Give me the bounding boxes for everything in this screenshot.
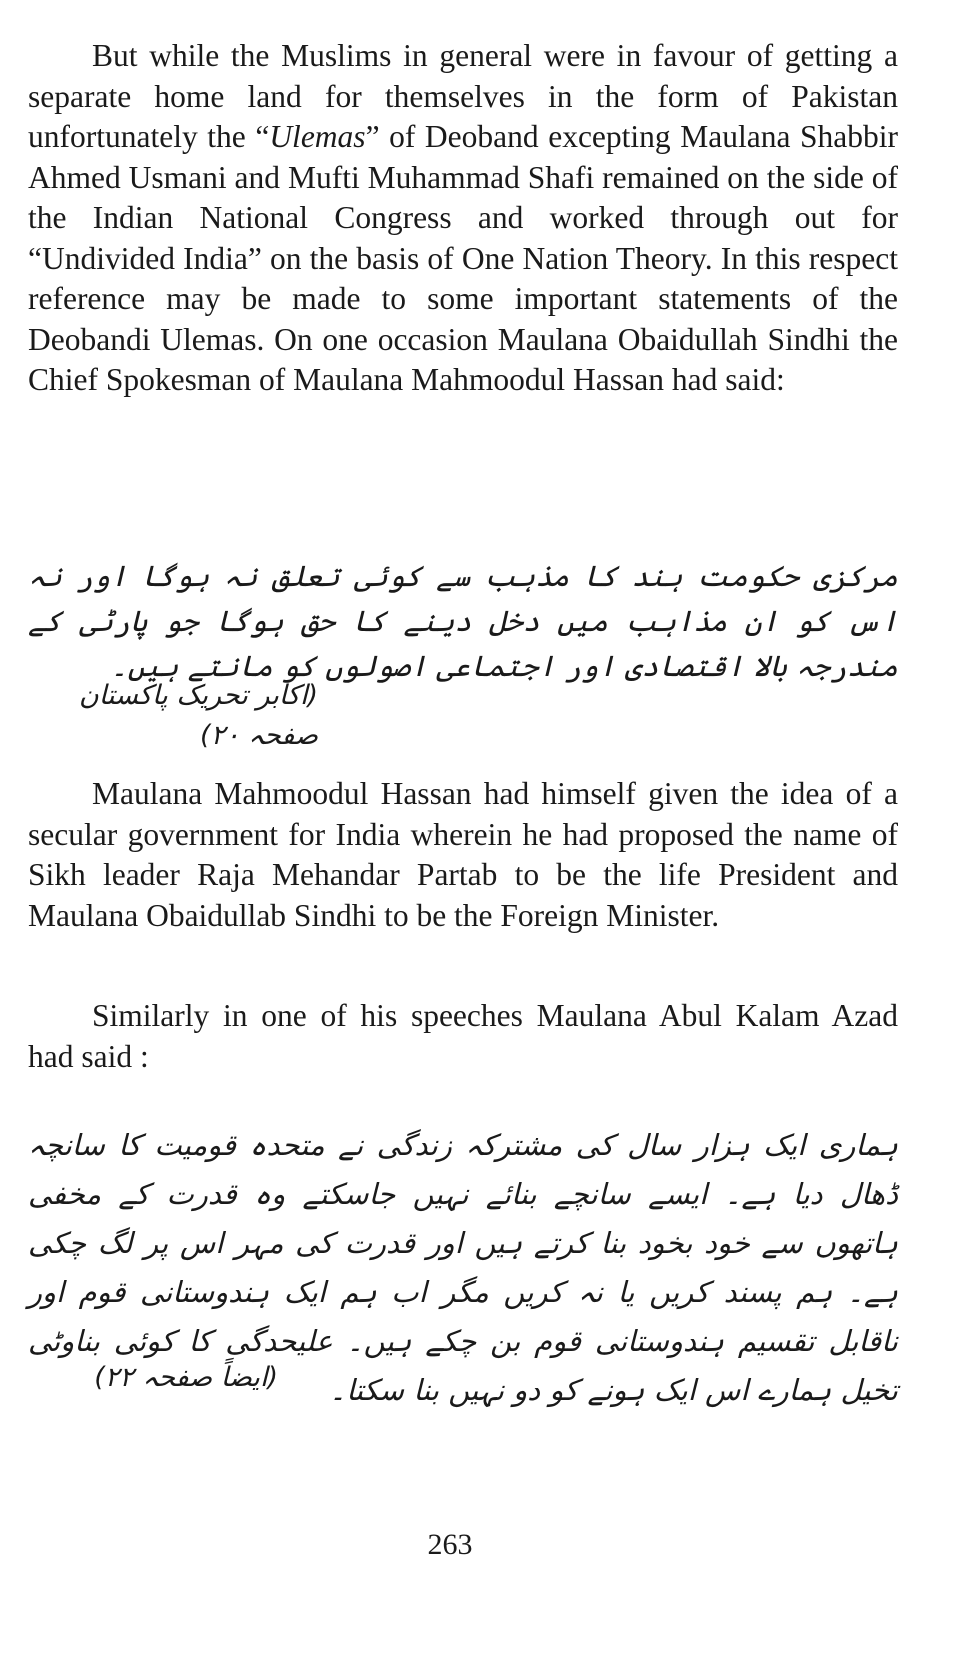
paragraph3-text: Similarly in one of his speeches Maulana Abul Kalam Azad had said : xyxy=(28,998,898,1074)
ulemas-italic: Ulemas xyxy=(269,119,366,154)
urdu-quote-2-reference: (ایضاً صفحہ ۲۲) xyxy=(94,1362,278,1393)
paragraph-azad-speech xyxy=(28,996,898,1077)
urdu-quote-1: مرکزی حکومت ہند کا مذہب سے کوئی تعلق نہ ہوگا اور نہ اس کو ان مذاہب میں دخل دینے کا حق ہوگا جو پارٹی کے مندرجہ بالا اقتصادی اور اجتماعی اصولوں کو مانتے ہیں۔ xyxy=(28,559,898,683)
urdu-quote-1-reference: (اکابر تحریک پاکستان صفحہ ۲۰) xyxy=(78,680,318,751)
page-number: 263 xyxy=(427,1528,473,1561)
paragraph1-part1: But while the Muslims in general were in favour of getting a separate home land for themselves in the form of Pakistan unfortunately the “ xyxy=(28,38,898,154)
paragraph-deoband-ulemas xyxy=(28,36,898,401)
paragraph2-text: Maulana Mahmoodul Hassan had himself given the idea of a secular government for India wherein he had proposed the name of Sikh leader Raja Mehandar Partab to be the life President and Maulana Obaidullab Sindhi to be the Foreign Minister. xyxy=(28,776,898,933)
paragraph1-part2: ” of Deoband excepting Maulana Shabbir Ahmed Usmani and Mufti Muhammad Shafi remained on the side of the Indian National Congress and worked through out for “Undivided India” on the basis of One Nation Theory. In this respect reference may be made to some important statements of the Deobandi Ulemas. On one occasion Maulana Obaidullah Sindhi the Chief Spokesman of Maulana Mahmoodul Hassan had said: xyxy=(28,119,898,397)
urdu-quote-2: ہماری ایک ہزار سال کی مشترکہ زندگی نے متحدہ قومیت کا سانچہ ڈھال دیا ہے۔ ایسے سانچے بنائے نہیں جاسکتے وہ قدرت کے مخفی ہاتھوں سے خود بخود بنا کرتے ہیں اور قدرت کی مہر اس پر لگ چکی ہے۔ ہم پسند کریں یا نہ کریں مگر اب ہم ایک ہندوستانی قوم اور ناقابل تقسیم ہندوستانی قوم بن چکے ہیں۔ علیحدگی کا کوئی بناوٹی تخیل ہمارے اس ایک ہونے کو دو نہیں بنا سکتا۔ xyxy=(28,1128,898,1407)
book-page xyxy=(28,36,898,1636)
paragraph-secular-government xyxy=(28,774,898,936)
